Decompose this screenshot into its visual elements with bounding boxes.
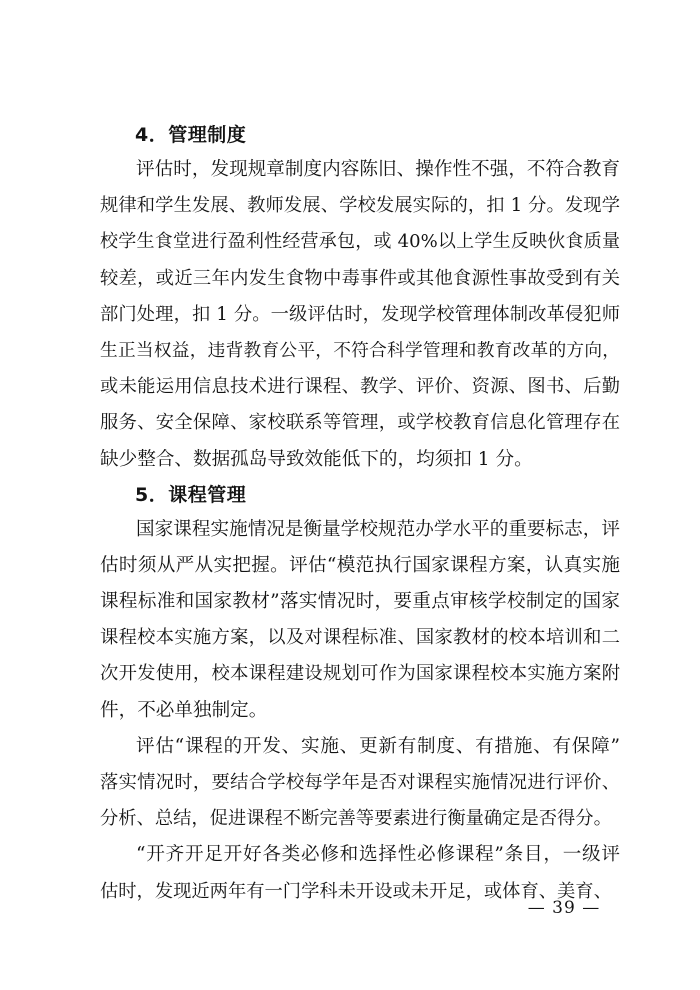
text-line: 校学生食堂进行盈利性经营承包，或 40%以上学生反映伙食质量 <box>100 231 620 253</box>
text-line: 评估时，发现规章制度内容陈旧、操作性不强，不符合教育 <box>136 159 620 180</box>
text-line: 缺少整合、数据孤岛导致效能低下的，均须扣 1 分。 <box>100 448 533 470</box>
text-line: 评估“课程的开发、实施、更新有制度、有措施、有保障” <box>136 735 620 757</box>
text-line: 分析、总结，促进课程不断完善等要素进行衡量确定是否得分。 <box>100 808 612 830</box>
text-line: “开齐开足开好各类必修和选择性必修课程”条目，一级评 <box>136 844 620 866</box>
paragraph <box>100 512 620 729</box>
text-line: 规律和学生发展、教师发展、学校发展实际的，扣 1 分。发现学 <box>100 195 620 217</box>
text-line: 落实情况时，要结合学校每学年是否对课程实施情况进行评价、 <box>100 772 620 793</box>
text-line: 生正当权益，违背教育公平，不符合科学管理和教育改革的方向， <box>100 340 620 361</box>
text-line: 课程校本实施方案，以及对课程标准、国家教材的校本培训和二 <box>100 627 620 649</box>
text-line: 国家课程实施情况是衡量学校规范办学水平的重要标志，评 <box>136 518 620 540</box>
text-line: 或未能运用信息技术进行课程、教学、评价、资源、图书、后勤 <box>100 376 620 398</box>
section-heading: 4．管理制度 <box>135 124 247 146</box>
document-body <box>100 118 620 910</box>
text-line: 部门处理，扣 1 分。一级评估时，发现学校管理体制改革侵犯师 <box>100 303 620 325</box>
text-line: 估时须从严从实把握。评估“模范执行国家课程方案，认真实施 <box>100 554 620 576</box>
text-line: 件，不必单独制定。 <box>100 699 268 721</box>
text-line: 次开发使用，校本课程建设规划可作为国家课程校本实施方案附 <box>100 663 620 685</box>
paragraph <box>100 152 620 478</box>
section-heading: 5．课程管理 <box>135 483 247 506</box>
text-line: 估时，发现近两年有一门学科未开设或未开足，或体育、美育、 <box>100 880 612 902</box>
text-line: 课程标准和国家教材”落实情况时，要重点审核学校制定的国家 <box>100 591 620 613</box>
page-number: — 39 — <box>527 898 601 918</box>
paragraph <box>100 729 620 838</box>
text-line: 较差，或近三年内发生食物中毒事件或其他食源性事故受到有关 <box>100 267 620 289</box>
text-line: 服务、安全保障、家校联系等管理，或学校教育信息化管理存在 <box>100 412 620 434</box>
